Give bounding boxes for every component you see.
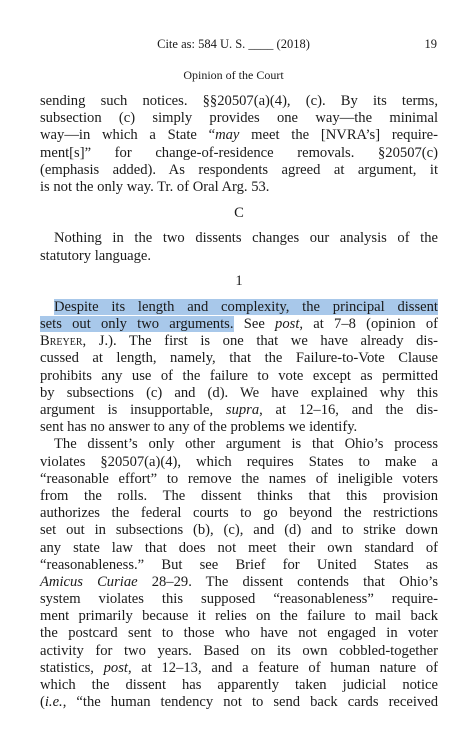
paragraph-continuation — [40, 93, 438, 196]
text-line: the postcard sent to those who have not engaged in voter — [40, 625, 438, 642]
text-run: statistics, — [40, 659, 104, 676]
paragraph — [40, 436, 438, 711]
text-line — [40, 299, 438, 316]
text-line: cussed at length, namely, that the Failure-to-Vote Clause — [40, 350, 438, 367]
page-number: 19 — [424, 37, 437, 51]
text-line: activity for two years. Based on its own cobbled-together — [40, 642, 438, 659]
running-head: Opinion of the Court — [183, 68, 284, 82]
italic-citation: post — [103, 659, 128, 676]
text-line: Nothing in the two dissents changes our analysis of the — [54, 230, 438, 247]
text-line — [40, 127, 438, 144]
section-heading-c: C — [234, 204, 244, 221]
text-line — [40, 402, 438, 419]
text-line: sending such notices. §§20507(a)(4), (c). By its terms, — [40, 93, 438, 109]
citation-header: Cite as: 584 U. S. ____ (2018) — [157, 37, 310, 51]
italic-citation: Amicus Curiae — [40, 573, 138, 590]
text-line: (emphasis added). As respondents agreed at argument, it — [40, 161, 438, 178]
italic-abbreviation: i.e. — [44, 694, 63, 711]
text-line — [40, 694, 438, 711]
text-line: authorizes the federal courts to go beyond the restrictions — [40, 505, 438, 522]
text-line: “reasonableness.” But see Brief for United States as — [40, 556, 438, 573]
subsection-heading-1: 1 — [235, 273, 243, 290]
text-line: sent has no answer to any of the problems we identify. — [40, 419, 358, 436]
italic-citation: post — [275, 316, 300, 333]
text-line: ment[s]” for change-of-residence removals. §20507(c) — [40, 144, 438, 161]
text-line: set out in subsections (b), (c), and (d) and to strike down — [40, 522, 438, 539]
paragraph — [40, 230, 438, 264]
text-run: , at 12–16, and the dis- — [259, 402, 438, 418]
text-line: “reasonable effort” to remove the names of ineligible voters — [40, 470, 438, 487]
text-line: subsection (c) simply provides one way—the minimal — [40, 110, 438, 127]
text-run: , at 7–8 (opinion of — [299, 316, 438, 333]
text-line: prohibits any use of the failure to vote except as permitted — [40, 367, 438, 384]
opinion-body — [40, 93, 438, 711]
paragraph — [40, 299, 438, 437]
text-line: from the rolls. The dissent thinks that this provision — [40, 487, 438, 504]
highlighted-text[interactable]: Despite its length and complexity, the principal dissent — [54, 298, 438, 315]
justice-name: Breyer — [40, 333, 83, 350]
highlighted-text[interactable]: sets out only two arguments. — [40, 316, 234, 333]
emphasis-text: may — [215, 127, 240, 144]
text-run: way—in which a State “ — [40, 127, 216, 144]
text-run: , at 12–13, and a feature of human nature of — [127, 659, 438, 676]
text-line: is not the only way. Tr. of Oral Arg. 53. — [40, 178, 270, 195]
text-run: 28–29. The dissent contends that Ohio’s — [137, 573, 438, 590]
text-line: ment primarily because it relies on the failure to mail back — [40, 608, 438, 625]
text-run: argument is insupportable, — [40, 402, 226, 418]
text-run: See — [233, 316, 276, 333]
text-line: by subsections (c) and (d). We have explained why this — [40, 384, 438, 401]
text-line: violates §20507(a)(4), which requires States to make a — [40, 453, 438, 470]
text-line — [40, 574, 438, 591]
text-run: , J.). The first is one that we have already dis- — [82, 333, 438, 350]
text-line: any state law that does not meet their own standard of — [40, 539, 438, 556]
text-line: which the dissent has apparently taken judicial notice — [40, 677, 438, 693]
text-run: meet the [NVRA’s] require- — [239, 127, 439, 144]
text-line — [40, 333, 438, 350]
italic-citation: supra — [225, 402, 260, 418]
text-line: statutory language. — [40, 247, 152, 264]
text-line — [40, 316, 438, 333]
text-line: system violates this supposed “reasonableness” require- — [40, 591, 438, 608]
text-run: , “the human tendency not to send back cards received — [62, 694, 438, 711]
text-run: ( — [40, 694, 45, 711]
text-line: The dissent’s only other argument is that Ohio’s process — [54, 436, 438, 453]
text-line — [40, 660, 438, 677]
